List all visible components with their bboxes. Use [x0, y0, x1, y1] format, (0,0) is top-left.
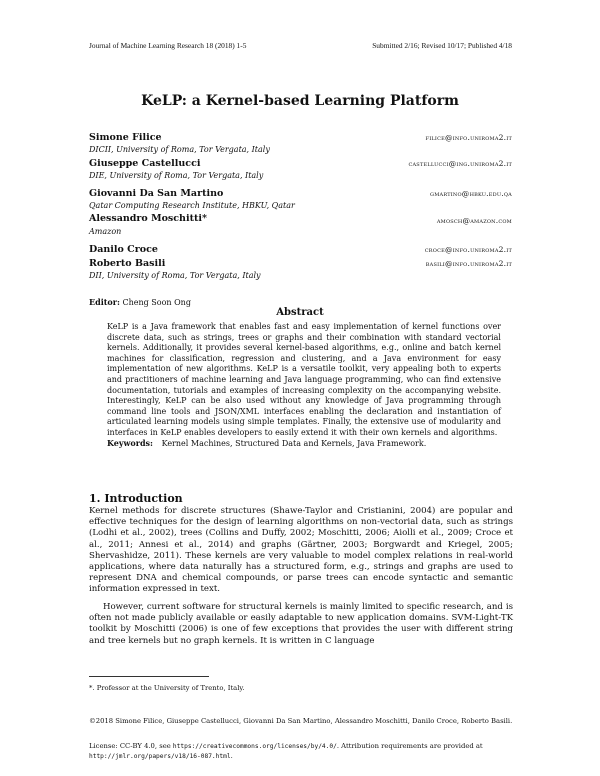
- author-name: Giuseppe Castellucci: [89, 158, 201, 169]
- author-name: Roberto Basili: [89, 258, 166, 269]
- license-suffix: .: [230, 751, 233, 760]
- author-email[interactable]: amosch@amazon.com: [436, 216, 512, 225]
- author-email[interactable]: gmartino@hbku.edu.qa: [430, 189, 512, 198]
- footnote: *. Professor at the University of Trento, Italy.: [89, 684, 245, 692]
- journal-header: Journal of Machine Learning Research 18 (2018) 1-5: [89, 41, 247, 50]
- body-paragraph: Kernel methods for discrete structures (Shawe-Taylor and Cristianini, 2004) are popular and effective techniques for the design of learning algorithms on non-vectorial data, such as strings (Lodhi et al., 2002), trees (Collins and Duffy, 2002; Moschitti, 2006; Aiolli et al., 2009; Croce et al., 2011; Annesi et al., 2014) and graphs (Gärtner, 2003; Borgwardt and Kriegel, 2005; Shervashidze, 2011). These kernels are very valuable to model complex relations in real-world applications, where data naturally has a structured form, e.g., strings and graphs are used to represent DNA and chemical compounds, or parse trees can encode syntactic and semantic information expressed in text.: [89, 506, 513, 595]
- keywords-text: Kernel Machines, Structured Data and Kernels, Java Framework.: [161, 439, 427, 448]
- paper-url-link[interactable]: http://jmlr.org/papers/v18/16-087.html: [89, 752, 231, 760]
- author-name: Alessandro Moschitti*: [89, 213, 207, 224]
- license-prefix: License: CC-BY 4.0, see: [89, 742, 171, 750]
- author-affiliation: DIE, University of Roma, Tor Vergata, Italy: [89, 171, 264, 180]
- author-affiliation: Qatar Computing Research Institute, HBKU, Qatar: [89, 201, 295, 210]
- submission-dates: Submitted 2/16; Revised 10/17; Published 4/18: [372, 41, 512, 50]
- author-name: Giovanni Da San Martino: [89, 188, 224, 199]
- editor-name: Cheng Soon Ong: [122, 298, 191, 307]
- abstract-heading: Abstract: [276, 307, 324, 318]
- author-affiliation: Amazon: [89, 227, 122, 236]
- body-paragraph: However, current software for structural kernels is mainly limited to specific research, and is often not made publicly available or easily adaptable to new application domains. SVM-Light-TK toolkit by Moschitti (2006) is one of few exceptions that provides the user with different string and tree kernels but no graph kernels. It is written in C language: [89, 602, 513, 646]
- author-affiliation: DII, University of Roma, Tor Vergata, Italy: [89, 271, 261, 280]
- abstract-text: KeLP is a Java framework that enables fast and easy implementation of kernel functions over discrete data, such as strings, trees or graphs and their combination with standard vectorial kernels. Additionally, it provides several kernel-based algorithms, e.g., online and batch kernel machines for classification, regression and clustering, and a Java environment for easy implementation of new algorithms. KeLP is a versatile toolkit, very appealing both to experts and practitioners of machine learning and Java language programming, who can find extensive documentation, tutorials and examples of increasing complexity on the accompanying website. Interestingly, KeLP can be also used without any knowledge of Java programming through command line tools and JSON/XML interfaces enabling the declaration and instantiation of articulated learning models using simple templates. Finally, the extensive use of modularity and interfaces in KeLP enables developers to easily extend it with their own kernels and algorithms.: [107, 322, 501, 437]
- footnote-divider: [89, 676, 209, 677]
- author-name: Danilo Croce: [89, 244, 158, 255]
- author-affiliation: DICII, University of Roma, Tor Vergata, Italy: [89, 145, 270, 154]
- license-middle: . Attribution requirements are provided at: [336, 742, 483, 750]
- author-email[interactable]: castellucci@ing.uniroma2.it: [408, 159, 512, 168]
- author-email[interactable]: croce@info.uniroma2.it: [424, 245, 512, 254]
- editor-label: Editor:: [89, 297, 120, 307]
- license-notice: [89, 742, 513, 761]
- license-url-link[interactable]: https://creativecommons.org/licenses/by/4.0/: [172, 743, 337, 750]
- paper-title: KeLP: a Kernel-based Learning Platform: [141, 93, 459, 109]
- keywords-label: Keywords:: [107, 438, 154, 448]
- author-email[interactable]: basili@info.uniroma2.it: [425, 259, 512, 268]
- copyright-notice: ©2018 Simone Filice, Giuseppe Castellucci, Giovanni Da San Martino, Alessandro Moschitti, Danilo Croce, Roberto Basili.: [89, 717, 513, 725]
- keywords-line: [107, 438, 501, 448]
- author-name: Simone Filice: [89, 132, 162, 143]
- section-heading: 1. Introduction: [89, 492, 183, 505]
- author-email[interactable]: filice@info.uniroma2.it: [425, 133, 512, 142]
- editor-line: [89, 297, 191, 307]
